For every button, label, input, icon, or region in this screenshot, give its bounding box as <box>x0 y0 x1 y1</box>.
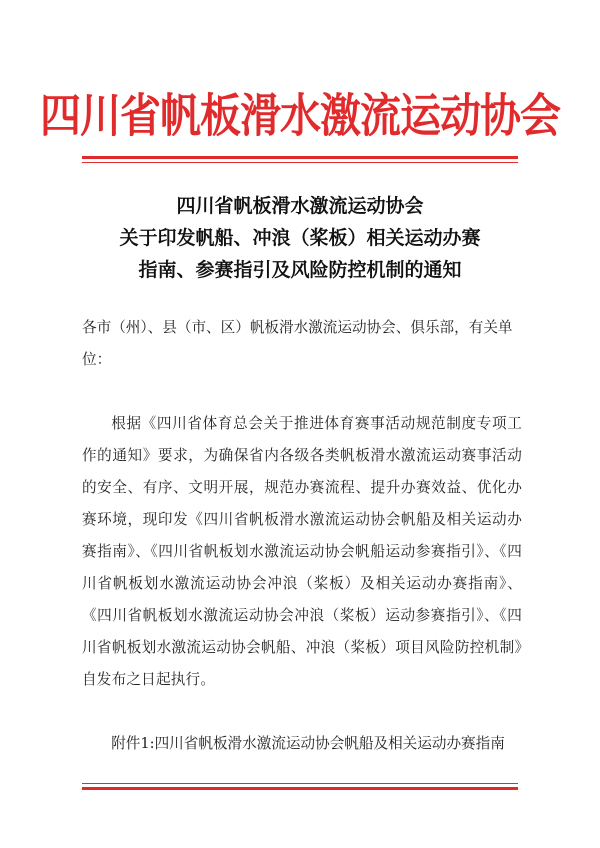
notice-title <box>60 190 540 286</box>
letterhead-rule-thick <box>82 156 518 159</box>
notice-title-line-2: 关于印发帆船、冲浪（桨板）相关运动办赛 <box>119 227 481 249</box>
body-paragraph: 根据《四川省体育总会关于推进体育赛事活动规范制度专项工作的通知》要求，为确保省内各级各类帆板滑水激流运动赛事活动的安全、有序、文明开展，规范办赛流程、提升办赛效益、优化办赛环境，现印发《四川省帆板滑水激流运动协会帆船及相关运动办赛指南》、《四川省帆板划水激流运动协会帆船运动参赛指引》、《四川省帆板划水激流运动协会冲浪（桨板）及相关运动办赛指南》、《四川省帆板划水激流运动协会冲浪（桨板）运动参赛指引》、《四川省帆板划水激流运动协会帆船、冲浪（桨板）项目风险防控机制》自发布之日起执行。 <box>82 415 522 688</box>
attachment-line: 附件1:四川省帆板滑水激流运动协会帆船及相关运动办赛指南 <box>111 735 505 752</box>
notice-title-line-3: 指南、参赛指引及风险防控机制的通知 <box>138 259 462 281</box>
letterhead-rule-thin <box>82 162 518 163</box>
footer-rule-thin <box>82 783 518 784</box>
notice-title-line-1: 四川省帆板滑水激流运动协会 <box>176 195 424 217</box>
letterhead-title: 四川省帆板滑水激流运动协会 <box>40 89 560 143</box>
footer-rule-thick <box>82 787 518 790</box>
salutation: 各市（州）、县（市、区）帆板滑水激流运动协会、俱乐部，有关单位： <box>82 319 513 368</box>
